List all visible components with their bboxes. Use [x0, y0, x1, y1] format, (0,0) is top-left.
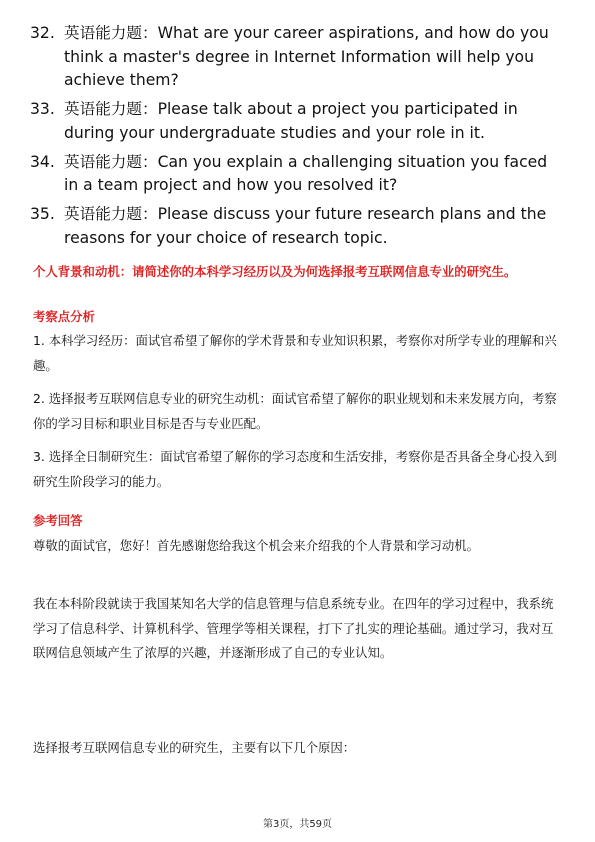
question-list — [30, 22, 565, 256]
question-item — [30, 98, 565, 145]
answer-heading: 参考回答 — [33, 513, 83, 528]
answer-paragraph: 尊敬的面试官，您好！首先感谢您给我这个机会来介绍我的个人背景和学习动机。 — [33, 538, 480, 553]
analysis-heading: 考察点分析 — [33, 309, 95, 324]
answer-paragraph: 我在本科阶段就读于我国某知名大学的信息管理与信息系统专业。在四年的学习过程中，我系统学习了信息科学、计算机科学、管理学等相关课程，打下了扎实的理论基础。通过学习，我对互联网信息领域产生了浓厚的兴趣，并逐渐形成了自己的专业认知。 — [33, 596, 554, 660]
question-text: 英语能力题：Can you explain a challenging situation you faced in a team project and how you resolved it? — [64, 152, 548, 194]
question-number: 34. — [30, 152, 55, 171]
question-item — [30, 151, 565, 198]
topic-heading: 个人背景和动机：请简述你的本科学习经历以及为何选择报考互联网信息专业的研究生。 — [33, 264, 517, 279]
question-text: 英语能力题：What are your career aspirations, and how do you think a master's degree in Internet Information will help you achieve them? — [64, 24, 549, 89]
question-item — [30, 22, 565, 93]
question-number: 32. — [30, 24, 55, 42]
analysis-point: 1. 本科学习经历：面试官希望了解你的学术背景和专业知识积累，考察你对所学专业的理解和兴趣。 — [33, 333, 557, 373]
answer-paragraph: 选择报考互联网信息专业的研究生，主要有以下几个原因： — [33, 740, 356, 755]
question-text: 英语能力题：Please talk about a project you participated in during your undergraduate studies and your role in it. — [64, 100, 518, 142]
question-number: 33. — [30, 100, 55, 118]
question-text: 英语能力题：Please discuss your future research plans and the reasons for your choice of research topic. — [64, 205, 547, 247]
question-number: 35. — [30, 205, 55, 223]
analysis-point: 3. 选择全日制研究生：面试官希望了解你的学习态度和生活安排，考察你是否具备全身心投入到研究生阶段学习的能力。 — [33, 449, 557, 489]
analysis-point: 2. 选择报考互联网信息专业的研究生动机：面试官希望了解你的职业规划和未来发展方向，考察你的学习目标和职业目标是否与专业匹配。 — [33, 391, 557, 431]
page-footer: 第3页，共59页 — [262, 819, 333, 830]
question-item — [30, 203, 565, 250]
